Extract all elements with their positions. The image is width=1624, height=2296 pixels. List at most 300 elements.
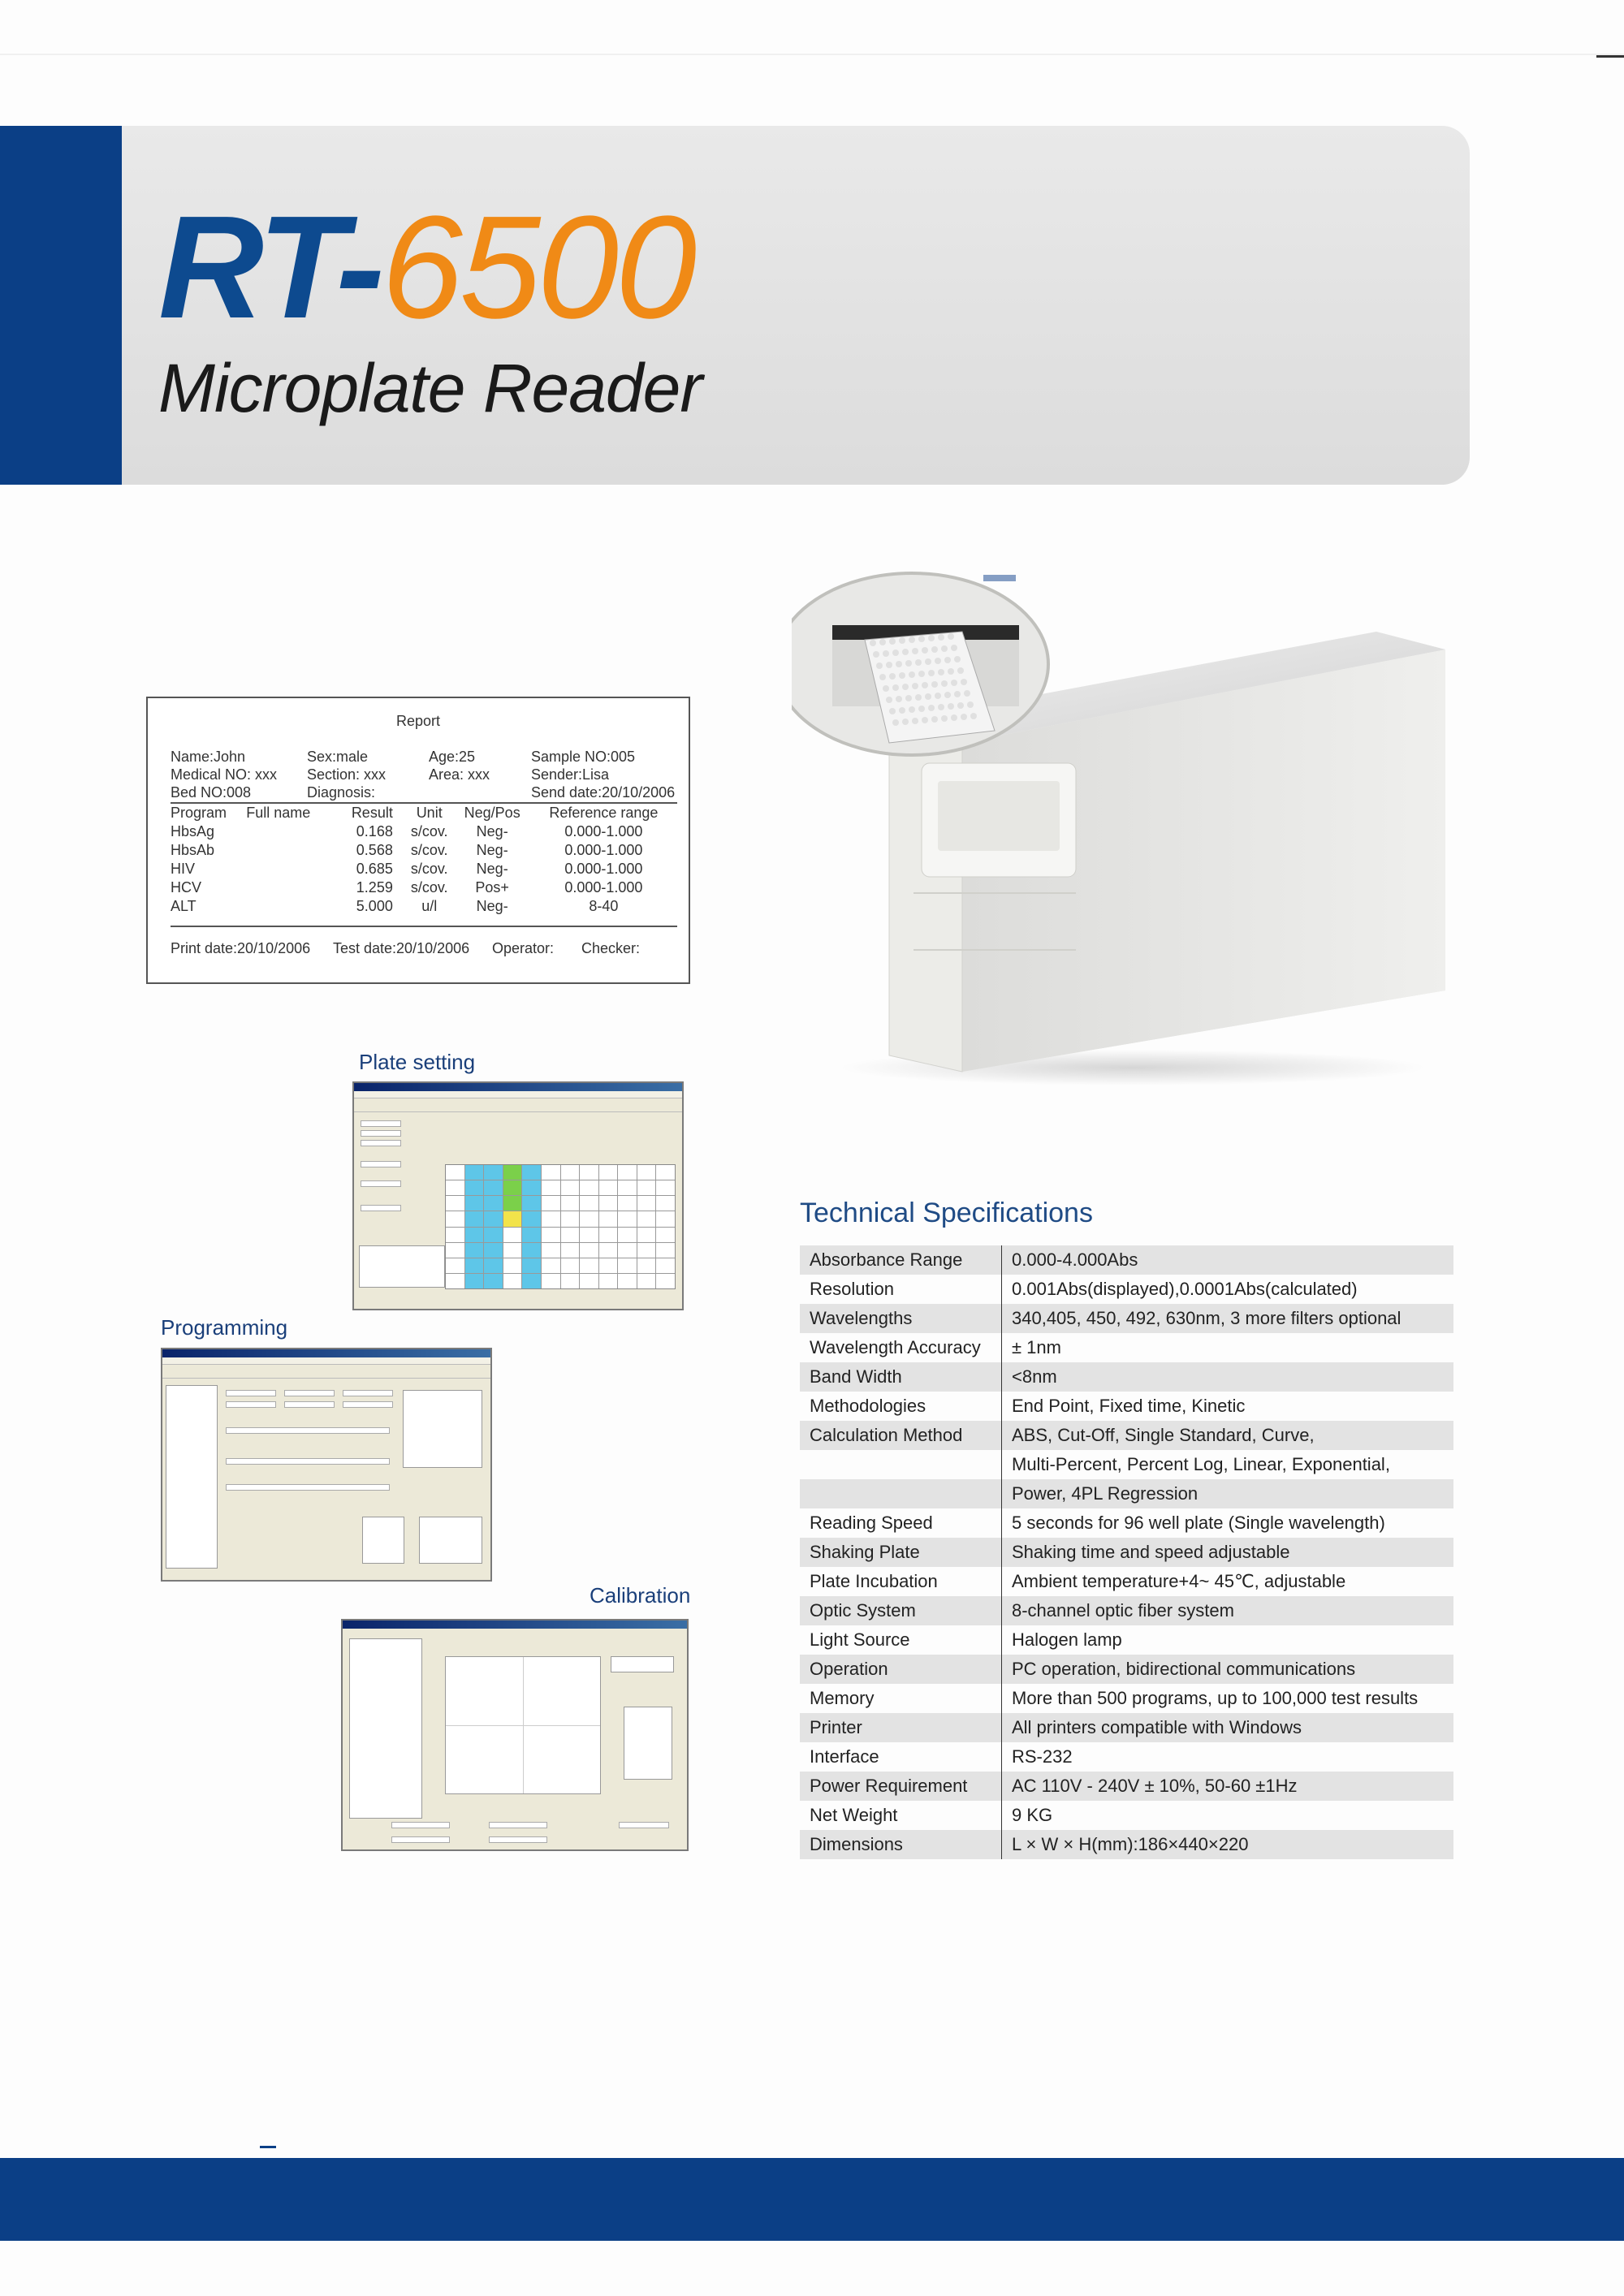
well-dot <box>870 640 876 646</box>
plate-well <box>503 1258 522 1273</box>
plate-well <box>580 1196 598 1211</box>
plate-well <box>446 1274 464 1288</box>
spec-row <box>800 1392 1453 1421</box>
plate-well <box>561 1180 580 1195</box>
plate-well <box>599 1258 618 1273</box>
well-dot <box>922 682 928 688</box>
report-cell <box>246 822 333 841</box>
window-toolbar <box>354 1098 682 1112</box>
report-age: Age:25 <box>429 749 476 765</box>
programming-screenshot <box>161 1348 492 1582</box>
spec-value: More than 500 programs, up to 100,000 test results <box>1012 1688 1419 1708</box>
plate-well <box>446 1258 464 1273</box>
well-dot <box>948 633 954 640</box>
well-dot <box>896 696 902 702</box>
well-dot <box>912 683 918 689</box>
well-dot <box>922 717 928 723</box>
report-cell: u/l <box>421 898 438 914</box>
plate-well <box>503 1243 522 1258</box>
report-cell: 0.000-1.000 <box>564 823 643 839</box>
plate-well <box>580 1258 598 1273</box>
well-dot <box>883 650 889 657</box>
model-title <box>158 186 694 349</box>
report-cell: s/cov. <box>410 823 448 839</box>
plate-well <box>484 1258 503 1273</box>
plate-well <box>656 1228 675 1242</box>
window-titlebar <box>354 1083 682 1091</box>
spec-value: 8-channel optic fiber system <box>1002 1596 1454 1625</box>
info-pane <box>359 1245 445 1288</box>
well-dot <box>941 680 948 687</box>
well-dot <box>951 645 957 651</box>
report-row <box>171 822 677 841</box>
plate-well <box>618 1165 637 1180</box>
plate-well <box>484 1243 503 1258</box>
well-dot <box>935 658 941 664</box>
well-dot <box>899 637 905 644</box>
plate-well <box>561 1258 580 1273</box>
spec-value: ± 1nm <box>1012 1337 1061 1357</box>
well-dot <box>892 684 899 691</box>
report-test-date: Test date:20/10/2006 <box>333 940 470 956</box>
plate-well <box>542 1211 560 1226</box>
report-sender: Sender:Lisa <box>531 766 610 783</box>
spec-value: L × W × H(mm):186×440×220 <box>1002 1830 1454 1859</box>
spec-table <box>800 1245 1453 1859</box>
spec-value: 5 seconds for 96 well plate (Single wavelength) <box>1012 1513 1385 1533</box>
spec-value: ABS, Cut-Off, Single Standard, Curve, <box>1002 1421 1454 1450</box>
spec-value: Power, 4PL Regression <box>1002 1479 1454 1508</box>
plate-well <box>465 1258 484 1273</box>
report-cell: s/cov. <box>410 861 448 877</box>
plate-well <box>656 1211 675 1226</box>
plate-well <box>503 1180 522 1195</box>
plate-well <box>599 1243 618 1258</box>
well-dot <box>889 673 896 680</box>
spec-label: Plate Incubation <box>800 1567 1002 1596</box>
report-sample-no: Sample NO:005 <box>531 749 636 765</box>
spec-value: 0.001Abs(displayed),0.0001Abs(calculated) <box>1012 1279 1358 1299</box>
well-dot <box>925 693 931 700</box>
well-dot <box>931 681 938 688</box>
report-diagnosis: Diagnosis: <box>307 784 376 801</box>
plate-well <box>580 1274 598 1288</box>
footer-band <box>0 2158 1624 2241</box>
plate-well <box>637 1228 656 1242</box>
plate-well <box>465 1211 484 1226</box>
plate-well <box>656 1243 675 1258</box>
spec-row <box>800 1596 1453 1625</box>
plate-well <box>599 1196 618 1211</box>
plate-well <box>656 1196 675 1211</box>
well-dot <box>944 657 951 663</box>
window-menubar <box>354 1091 682 1098</box>
plate-well <box>465 1180 484 1195</box>
well-dot <box>892 719 899 726</box>
report-cell: 0.168 <box>356 823 393 839</box>
plate-grid <box>445 1164 676 1289</box>
top-rule <box>0 54 1624 55</box>
report-results-table <box>171 804 677 916</box>
spec-row <box>800 1625 1453 1655</box>
well-dot <box>918 706 925 712</box>
plate-well <box>580 1180 598 1195</box>
spec-label: Methodologies <box>800 1392 1002 1421</box>
report-cell: 0.568 <box>356 842 393 858</box>
well-dot <box>938 704 944 710</box>
plate-well <box>484 1274 503 1288</box>
well-dot <box>970 713 977 719</box>
well-dot <box>909 671 915 678</box>
spec-label: Wavelength Accuracy <box>800 1333 1002 1362</box>
report-sex: Sex:male <box>307 749 369 765</box>
report-cell: HCV <box>171 879 202 896</box>
well-dot <box>964 690 970 697</box>
spec-row <box>800 1655 1453 1684</box>
corner-mark <box>1596 55 1624 58</box>
report-cell: 0.000-1.000 <box>564 861 643 877</box>
spec-label: Operation <box>800 1655 1002 1684</box>
spec-row <box>800 1245 1453 1275</box>
well-dot <box>931 646 938 653</box>
spec-row <box>800 1567 1453 1596</box>
plate-well <box>465 1196 484 1211</box>
plate-well <box>503 1165 522 1180</box>
spec-row <box>800 1713 1453 1742</box>
well-dot <box>948 668 954 675</box>
well-dot <box>909 706 915 713</box>
plate-well <box>580 1243 598 1258</box>
well-dot <box>954 691 961 697</box>
report-col-header: Unit <box>416 805 443 821</box>
spec-row <box>800 1362 1453 1392</box>
well-dot <box>931 716 938 723</box>
spec-label: Dimensions <box>800 1830 1002 1859</box>
well-dot <box>915 694 922 701</box>
plate-well <box>446 1228 464 1242</box>
report-cell: 1.259 <box>356 879 393 896</box>
plate-well <box>618 1211 637 1226</box>
spec-label: Reading Speed <box>800 1508 1002 1538</box>
well-dot <box>886 697 892 703</box>
well-dot <box>915 659 922 666</box>
spec-row <box>800 1275 1453 1304</box>
plate-well <box>561 1274 580 1288</box>
plate-well <box>637 1196 656 1211</box>
spec-row <box>800 1830 1453 1859</box>
caption-programming: Programming <box>161 1315 288 1340</box>
report-divider <box>171 926 677 927</box>
well-dot <box>967 701 974 708</box>
spec-row <box>800 1772 1453 1801</box>
report-area: Area: xxx <box>429 766 490 783</box>
report-cell <box>246 878 333 897</box>
spec-row <box>800 1684 1453 1713</box>
well-dot <box>918 636 925 642</box>
spec-row <box>800 1333 1453 1362</box>
report-cell <box>246 860 333 878</box>
plate-well <box>465 1165 484 1180</box>
well-dot <box>905 660 912 667</box>
header-blue-band <box>0 126 122 485</box>
spec-row <box>800 1304 1453 1333</box>
well-dot <box>938 669 944 675</box>
report-row <box>171 897 677 916</box>
program-list <box>166 1385 218 1569</box>
plate-well <box>656 1165 675 1180</box>
well-dot <box>951 680 957 686</box>
plate-well <box>446 1243 464 1258</box>
report-cell: s/cov. <box>410 842 448 858</box>
report-title: Report <box>395 713 441 729</box>
well-dot <box>961 679 967 685</box>
report-cell: Neg- <box>476 823 508 839</box>
report-cell: 8-40 <box>589 898 619 914</box>
plate-well <box>618 1228 637 1242</box>
plate-well <box>542 1274 560 1288</box>
report-cell: ALT <box>171 898 197 914</box>
report-row <box>171 878 677 897</box>
well-dot <box>892 650 899 656</box>
well-dot <box>883 685 889 692</box>
spec-label <box>800 1479 1002 1508</box>
well-dot <box>918 671 925 677</box>
plate-well <box>484 1180 503 1195</box>
well-dot <box>941 645 948 652</box>
spec-label: Shaking Plate <box>800 1538 1002 1567</box>
well-dot <box>876 662 883 669</box>
spec-label: Printer <box>800 1713 1002 1742</box>
spec-value: Ambient temperature+4~ 45℃, adjustable <box>1012 1571 1346 1591</box>
well-dot <box>912 648 918 654</box>
spec-row <box>800 1479 1453 1508</box>
well-dot <box>912 718 918 724</box>
plate-well <box>522 1180 541 1195</box>
report-cell: 0.000-1.000 <box>564 842 643 858</box>
plate-well <box>542 1196 560 1211</box>
plate-well <box>522 1211 541 1226</box>
report-bed-no: Bed NO:008 <box>171 784 252 801</box>
plate-well <box>542 1258 560 1273</box>
spec-row <box>800 1801 1453 1830</box>
report-col-header: Full name <box>246 805 311 821</box>
well-dot <box>957 667 964 674</box>
spec-row <box>800 1742 1453 1772</box>
well-dot <box>889 708 896 714</box>
well-dot <box>925 658 931 665</box>
spec-label: Memory <box>800 1684 1002 1713</box>
plate-well <box>618 1274 637 1288</box>
spec-label: Optic System <box>800 1596 1002 1625</box>
plate-well <box>446 1165 464 1180</box>
plate-well <box>637 1258 656 1273</box>
plate-well <box>599 1228 618 1242</box>
plate-well <box>637 1180 656 1195</box>
plate-well <box>656 1258 675 1273</box>
report-checker: Checker: <box>581 940 641 956</box>
plate-well <box>637 1165 656 1180</box>
well-dot <box>902 649 909 655</box>
well-dot <box>954 656 961 662</box>
plate-well <box>561 1228 580 1242</box>
plate-well <box>637 1211 656 1226</box>
spec-label: Absorbance Range <box>800 1245 1002 1275</box>
report-cell: HbsAg <box>171 823 215 839</box>
report-cell: 0.685 <box>356 861 393 877</box>
plate-well <box>542 1243 560 1258</box>
report-cell: s/cov. <box>410 879 448 896</box>
spec-row <box>800 1538 1453 1567</box>
calibration-curve-plot <box>445 1656 601 1794</box>
well-dot <box>905 695 912 701</box>
well-dot <box>879 639 886 645</box>
plate-well <box>561 1211 580 1226</box>
report-col-header: Program <box>171 805 227 821</box>
report-cell: 5.000 <box>356 898 393 914</box>
well-dot <box>941 715 948 722</box>
well-dot <box>938 634 944 641</box>
calibration-screenshot <box>341 1619 689 1851</box>
report-cell: Neg- <box>476 842 508 858</box>
plate-well <box>503 1196 522 1211</box>
well-dot <box>922 647 928 654</box>
plate-well <box>618 1196 637 1211</box>
spec-value: 0.000-4.000Abs <box>1002 1245 1454 1275</box>
well-dot <box>909 637 915 643</box>
spec-value: <8nm <box>1002 1362 1454 1392</box>
plate-well <box>522 1228 541 1242</box>
report-cell <box>246 841 333 860</box>
well-dot <box>935 693 941 699</box>
model-prefix: RT- <box>158 186 382 349</box>
well-dot <box>951 714 957 721</box>
well-dot <box>896 661 902 667</box>
well-dot <box>928 705 935 711</box>
plate-well <box>465 1274 484 1288</box>
well-dot <box>948 703 954 710</box>
report-cell: Neg- <box>476 898 508 914</box>
plate-well <box>599 1274 618 1288</box>
plate-well <box>618 1243 637 1258</box>
plate-well <box>484 1228 503 1242</box>
report-row <box>171 841 677 860</box>
plate-well <box>599 1165 618 1180</box>
spec-label: Interface <box>800 1742 1002 1772</box>
sample-report <box>146 697 690 984</box>
plate-well <box>522 1165 541 1180</box>
well-dot <box>889 638 896 645</box>
spec-value: RS-232 <box>1012 1746 1073 1767</box>
plate-well <box>465 1228 484 1242</box>
plate-well <box>561 1165 580 1180</box>
spec-value: 9 KG <box>1012 1805 1053 1825</box>
plate-well <box>580 1165 598 1180</box>
plate-well <box>561 1243 580 1258</box>
plate-well <box>484 1196 503 1211</box>
spec-label: Band Width <box>800 1362 1002 1392</box>
calibration-list <box>349 1638 422 1819</box>
plate-well <box>618 1258 637 1273</box>
plate-well <box>561 1196 580 1211</box>
report-send-date: Send date:20/10/2006 <box>531 784 676 801</box>
plate-setting-screenshot <box>352 1081 684 1310</box>
well-dot <box>902 684 909 690</box>
report-cell: 0.000-1.000 <box>564 879 643 896</box>
plate-well <box>446 1211 464 1226</box>
plate-well <box>484 1211 503 1226</box>
spec-value: All printers compatible with Windows <box>1002 1713 1454 1742</box>
spec-row <box>800 1508 1453 1538</box>
well-dot <box>944 692 951 698</box>
report-cell <box>246 897 333 916</box>
spec-value: Multi-Percent, Percent Log, Linear, Exponential, <box>1012 1454 1390 1474</box>
report-operator: Operator: <box>492 940 555 956</box>
spec-value: PC operation, bidirectional communications <box>1002 1655 1454 1684</box>
well-dot <box>957 702 964 709</box>
plate-well <box>484 1165 503 1180</box>
plate-well <box>599 1180 618 1195</box>
model-number: 6500 <box>381 186 694 349</box>
plate-well <box>503 1274 522 1288</box>
plate-well <box>656 1274 675 1288</box>
report-col-header: Result <box>351 805 393 821</box>
plate-well <box>503 1211 522 1226</box>
spec-label: Light Source <box>800 1625 1002 1655</box>
well-dot <box>928 670 935 676</box>
spec-label <box>800 1450 1002 1479</box>
report-name: Name:John <box>171 749 246 765</box>
well-dot <box>902 719 909 725</box>
spec-value: AC 110V - 240V ± 10%, 50-60 ±1Hz <box>1002 1772 1454 1801</box>
spec-title: Technical Specifications <box>800 1198 1093 1228</box>
plate-well <box>637 1243 656 1258</box>
report-col-header: Neg/Pos <box>464 805 520 821</box>
spec-label: Net Weight <box>800 1801 1002 1830</box>
report-col-header: Reference range <box>549 805 659 821</box>
well-dot <box>886 662 892 668</box>
plate-well <box>522 1274 541 1288</box>
plate-well <box>503 1228 522 1242</box>
report-medical-no: Medical NO: xxx <box>171 766 278 783</box>
plate-well <box>522 1196 541 1211</box>
well-dot <box>961 714 967 720</box>
report-cell: HIV <box>171 861 196 877</box>
plate-well <box>542 1165 560 1180</box>
plate-well <box>580 1228 598 1242</box>
well-dot <box>879 674 886 680</box>
well-dot <box>928 635 935 641</box>
plate-well <box>580 1211 598 1226</box>
footer-dash <box>260 2146 276 2148</box>
well-dot <box>899 707 905 714</box>
report-cell: Pos+ <box>475 879 509 896</box>
microplate-reader-device-illustration <box>792 568 1466 1088</box>
report-row <box>171 860 677 878</box>
product-name: Microplate Reader <box>158 350 702 426</box>
spec-row <box>800 1450 1453 1479</box>
caption-plate-setting: Plate setting <box>359 1050 476 1074</box>
report-cell: HbsAb <box>171 842 215 858</box>
spec-row <box>800 1421 1453 1450</box>
plate-well <box>618 1180 637 1195</box>
plate-well <box>637 1274 656 1288</box>
spec-label: Resolution <box>800 1275 1002 1304</box>
well-dot <box>899 672 905 679</box>
spec-value: Halogen lamp <box>1012 1629 1122 1650</box>
plate-well <box>446 1196 464 1211</box>
plate-well <box>522 1258 541 1273</box>
report-cell: Neg- <box>476 861 508 877</box>
